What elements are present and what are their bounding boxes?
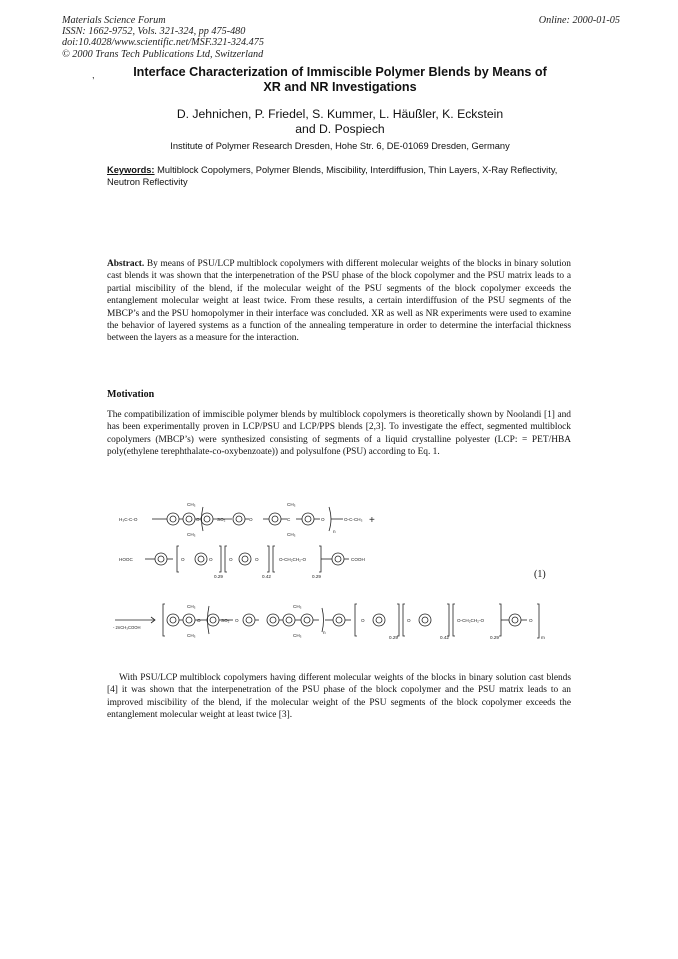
authors-line-1: D. Jehnichen, P. Friedel, S. Kummer, L. Häußler, K. Eckstein	[176, 107, 504, 121]
reaction-scheme-svg	[107, 498, 571, 658]
so2-label-2: SO₂	[221, 618, 230, 623]
fraction-2: 0.42	[262, 574, 271, 579]
o-label-12: O	[529, 618, 533, 623]
cooh-start-label: HOOC	[119, 557, 133, 562]
title-line-2: XR and NR Investigations	[263, 80, 417, 94]
o-label-9: O	[235, 618, 239, 623]
o-label-4: O	[181, 557, 185, 562]
n-subscript-2: n	[323, 630, 326, 635]
chemical-equation	[107, 498, 571, 658]
title-mark: ,	[92, 70, 95, 80]
equation-number: (1)	[534, 569, 546, 580]
fraction-5: 0.42	[440, 635, 449, 640]
author-list	[120, 107, 560, 137]
ethylene-label-2: O-CH₂CH₂-O	[457, 618, 485, 623]
ch3-label-5: CH₃	[187, 604, 196, 609]
online-date: Online: 2000-01-05	[538, 15, 620, 26]
acetate-end-label: H₃C-C-O	[119, 517, 138, 522]
keywords-label: Keywords:	[107, 165, 155, 175]
authors-line-2: and D. Pospiech	[295, 122, 385, 136]
abstract-text: By means of PSU/LCP multiblock copolymers with different molecular weights of the blocks in binary solution cast blends it was shown that the interpenetration of the PSU phase of the block copolymer and the PSU matrix leads to a partial miscibility of the blend, if the molecular weight of the PSU segments of the block copolymer exceeds the entanglement molecular weight at least twice. From these results, a certain interdiffusion of the PSU segments of the MBCP’s and the PSU homopolymer in their interface was concluded. XR as well as NR experiments were used to examine the behavior of layered systems as a function of the annealing temperature in order to determine the interfacial thickness between the layers as a measure for the interaction.	[107, 259, 571, 344]
plus-sign: +	[369, 515, 375, 526]
issn-line: ISSN: 1662-9752, Vols. 321-324, pp 475-480	[62, 26, 246, 38]
ethylene-label: O-CH₂CH₂-O	[279, 557, 307, 562]
fraction-1: 0.29	[214, 574, 223, 579]
title-line-1: Interface Characterization of Immiscible Polymer Blends by Means of	[133, 65, 547, 79]
o-label-7: O	[255, 557, 259, 562]
fraction-3: 0.29	[312, 574, 321, 579]
ch3-label-7: CH₃	[293, 604, 302, 609]
keywords-text: Multiblock Copolymers, Polymer Blends, Miscibility, Interdiffusion, Thin Layers, X-Ray Reflectivity, Neutron Reflectivity	[107, 165, 558, 187]
o-label-2: O	[249, 517, 253, 522]
o-label-10: O	[361, 618, 365, 623]
journal-header	[62, 15, 382, 60]
acetyl-end-label: O-C-CH₃	[344, 517, 363, 522]
fraction-6: 0.29	[490, 635, 499, 640]
c-center-label: C	[287, 517, 291, 522]
ch3-label-4: CH₃	[287, 532, 296, 537]
ch3-label-6: CH₃	[187, 633, 196, 638]
closing-text: With PSU/LCP multiblock copolymers having different molecular weights of the blocks in binary solution cast blends [4] it was shown that the interpenetration of the PSU phase of the block copolymer and the PSU matrix leads to an improved miscibility of the blend, if the molecular weight of the PSU segments of the block copolymer exceeds the entanglement molecular weight at least twice [3].	[107, 673, 571, 721]
motivation-heading: Motivation	[107, 389, 155, 400]
ch3-label-8: CH₃	[293, 633, 302, 638]
o-label-6: O	[229, 557, 233, 562]
abstract-paragraph	[107, 258, 571, 345]
byproduct-label: - 2nCH₃COOH	[113, 625, 141, 630]
n-subscript-1: n	[333, 529, 336, 534]
cooh-end-label: COOH	[351, 557, 365, 562]
so2-label-1: SO₂	[217, 517, 226, 522]
copyright-line: © 2000 Trans Tech Publications Ltd, Switzerland	[62, 48, 264, 60]
ch3-label-3: CH₃	[287, 502, 296, 507]
keywords-block	[107, 164, 569, 188]
motivation-paragraph: The compatibilization of immiscible polymer blends by multiblock copolymers is theoretically shown by Noolandi [1] and has been experimentally proven in LCP/PSU and LCP/PPS blends [2,3]. To investigate the effect, segmented multiblock copolymers (MBCP’s) were synthesized consisting of segments of a liquid crystalline polyester (LCP: = PET/HBA poly(ethylene terephthalate-co-oxybenzoate)) and polysulfone (PSU) according to Eq. 1.	[107, 410, 571, 458]
affiliation: Institute of Polymer Research Dresden, Hohe Str. 6, DE-01069 Dresden, Germany	[170, 141, 510, 151]
doi-line[interactable]: doi:10.4028/www.scientific.net/MSF.321-324.475	[62, 37, 264, 49]
o-label-1: O	[196, 517, 200, 522]
o-label-8: O	[197, 618, 201, 623]
m-subscript: m	[541, 635, 545, 640]
o-label-5: O	[209, 557, 213, 562]
abstract-label: Abstract.	[107, 259, 145, 269]
o-label-3: O	[321, 517, 325, 522]
closing-paragraph	[107, 672, 571, 722]
journal-name: Materials Science Forum	[62, 15, 166, 26]
ch3-label-2: CH₃	[187, 532, 196, 537]
fraction-4: 0.29	[389, 635, 398, 640]
ch3-label-1: CH₃	[187, 502, 196, 507]
o-label-11: O	[407, 618, 411, 623]
paper-title	[92, 65, 570, 95]
